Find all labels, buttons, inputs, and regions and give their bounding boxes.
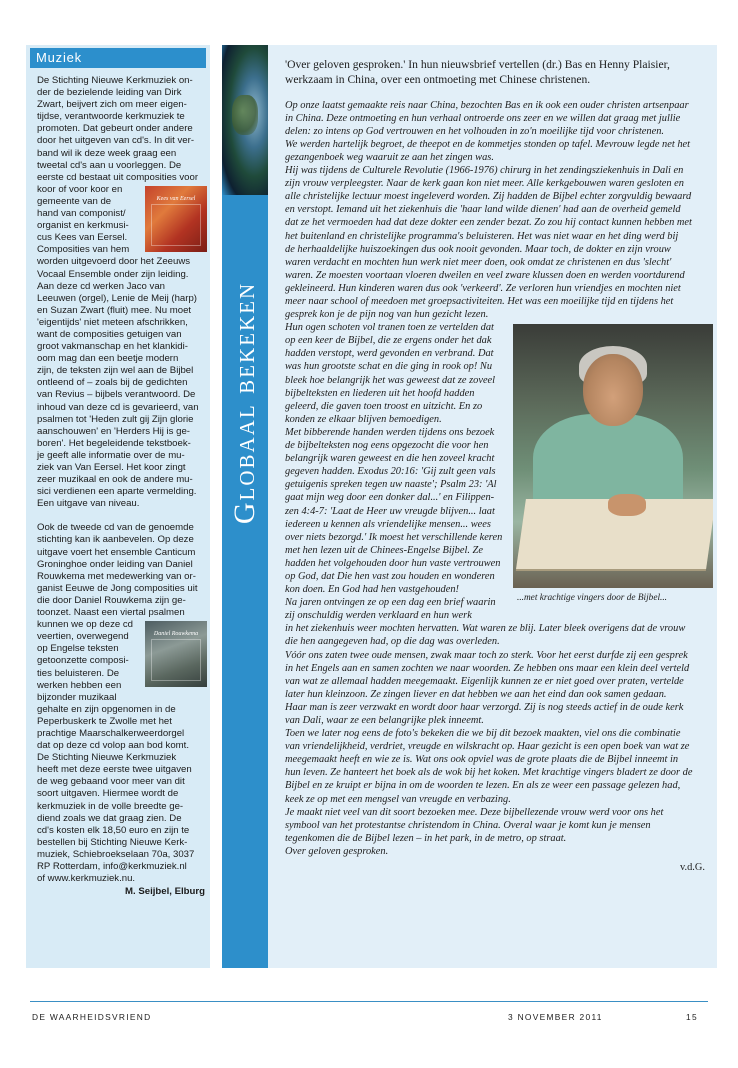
text-line: Over geloven gesproken. xyxy=(285,845,389,857)
text-line: heeft met deze eerste twee uitgaven xyxy=(37,764,192,776)
text-line: promoten. Dat gebeurt onder andere xyxy=(37,123,193,135)
text-line: meegemaakt heeft en wie ze is. Wat ons ook opviel was de grote plaats die de Bijbel inneemt in xyxy=(285,754,679,766)
text-line: gezangenboek weg waaruit ze aan het zingen was. xyxy=(285,151,494,163)
text-line: belangrijk waren geweest en die hen zoveel kracht xyxy=(285,453,495,465)
text-line: ziek van Van Eersel. Het koor zingt xyxy=(37,462,186,473)
text-line: en Suzan Zwart (fluit) mee. Nu moet xyxy=(37,304,192,316)
text-line: 'eigentijds' niet meteen afschrikken, xyxy=(37,316,188,328)
muziek-paragraph-1 xyxy=(37,75,205,510)
text-line: Peperbuskerk te Zwolle met het xyxy=(37,715,172,727)
text-line: op Engelse teksten xyxy=(37,643,119,655)
text-line: door het uitgeven van cd's. In dit ver- xyxy=(37,135,195,147)
photo-block xyxy=(513,324,713,606)
text-line: ties beluisteren. De xyxy=(37,667,120,679)
text-line: getuigenis spreken tegen uw naaste'; Psalm 23: 'Al xyxy=(285,479,497,491)
text-line: alle christelijke lectuur moest ingeleverd worden. Zij hadden de Bijbel echter zorgvuldig bewaard xyxy=(285,191,692,203)
text-line: op een keer de Bijbel, die ze ergens onder het dak xyxy=(285,335,492,347)
text-line: van Dali, waar ze een belangrijke plek inneemt. xyxy=(285,715,484,726)
text-line: Hun ogen schoten vol tranen toen ze vertelden dat xyxy=(285,322,494,334)
text-line: sici verdienen een aparte vermelding. xyxy=(37,486,197,498)
text-line: gaat mijn weg door een donker dal...' en Filippen- xyxy=(285,492,495,504)
footer-publication: DE WAARHEIDSVRIEND xyxy=(32,1012,152,1022)
text-line: konden ze elkaar blijven bemoedigen. xyxy=(285,413,442,425)
cd-label: Daniel Rouwkema xyxy=(153,631,199,638)
text-line: tweetal cd's aan u voorleggen. De xyxy=(37,159,182,171)
text-line: stichting kan ik aanbevelen. Op deze xyxy=(37,534,194,546)
globe-image xyxy=(222,45,268,195)
text-line: kerkmuziek in de volle breedte ge- xyxy=(37,800,184,812)
text-line: over niets bezorgd.' Ik moest het verschillende keren xyxy=(285,531,503,543)
text-line: Ook de tweede cd van de genoemde xyxy=(37,522,194,534)
text-line: bleek hoe belangrijk het was geweest dat ze zoveel xyxy=(285,374,496,386)
text-line: inhoud van deze cd is gevarieerd, van xyxy=(37,401,199,413)
text-line: We werden hartelijk begroet, de theepot en de kommetjes stonden op tafel. Mevrouw legde net het xyxy=(285,138,691,150)
text-line: hadden verstopt, werd gevonden en verbrand. Dat xyxy=(285,348,494,360)
text-line: Rouwkema met medewerking van or- xyxy=(37,570,196,582)
text-line: delen: zo intens op God vertrouwen en het volhouden in zo'n moeilijke tijd voor christenen. xyxy=(285,125,664,137)
text-line: Hij was tijdens de Culturele Revolutie (1966-1976) chirurg in het zendingsziekenhuis in Dali en xyxy=(285,165,684,177)
text-line: van Revius – bijbels verantwoord. De xyxy=(37,389,196,401)
text-line: geleerd, die gaven toen troost en uitzicht. En zo xyxy=(285,400,483,412)
text-line: Je maakt niet veel van dit soort bezoeken mee. Deze bijbellezende vrouw werd voor ons het xyxy=(285,806,664,818)
text-line: koor of voor koor en xyxy=(37,183,123,195)
text-line: veertien, overwegend xyxy=(37,631,129,643)
text-line: was hun grootste schat en die ging in rook op! Nu xyxy=(285,361,493,373)
text-line: kunnen we op deze cd xyxy=(37,619,134,631)
text-line: Op onze laatst gemaakte reis naar China, bezochten Bas en ik ook een ouder christen artsenpaar xyxy=(285,99,689,111)
text-line: Groninghoe onder leiding van Daniel xyxy=(37,558,193,570)
text-line: uitgave voert het ensemble Canticum xyxy=(37,546,196,558)
text-line: Haar man is zeer verzwakt en wordt door haar verzorgd. Zij is nog steeds actief in de oude kerk xyxy=(285,701,684,713)
text-line: De Stichting Nieuwe Kerkmuziek xyxy=(37,752,177,764)
text-line: Aan deze cd werken Jaco van xyxy=(37,280,165,292)
text-line: toonzet. Naast een viertal psalmen xyxy=(37,607,185,619)
text-line: de bijbelteksten nog eens opgezocht die voor hen xyxy=(285,440,489,452)
text-line: gegeven hadden. Exodus 20:16: 'Gij zult geen vals xyxy=(285,466,496,478)
text-line: keek ze op met een mengsel van vreugde en verbazing. xyxy=(285,793,511,805)
muziek-paragraph-2 xyxy=(37,522,205,885)
article-intro xyxy=(285,58,705,88)
text-line: in China. Deze ontmoeting en hun verhaal ontroerde ons zeer en we willen dat graag met jullie xyxy=(285,112,681,124)
text-line: Composities van hem xyxy=(37,244,130,256)
text-line: van vriendelijkheid, verdriet, vreugde en wilskracht op. Haar gezicht is een open boek van wat ze xyxy=(285,741,690,753)
text-line: gemeente van de xyxy=(37,195,112,207)
text-line: het buitenland en christelijke programma's beluisteren. Het was niet waar en het ding werd bij xyxy=(285,230,679,242)
text-line: gekleineerd. Hun kinderen waren dus ook 'verkeerd'. Ze verloren hun vriendjes en mochten niet xyxy=(285,282,681,294)
cd-cover-daniel-rouwkema xyxy=(145,621,207,687)
text-line: eerste cd bestaat uit composities voor xyxy=(37,171,199,183)
text-line: van wat ze allemaal hadden meegemaakt. Eigenlijk kunnen ze er niet goed over praten, vertelde xyxy=(285,675,684,687)
muziek-signature: M. Seijbel, Elburg xyxy=(125,886,205,898)
text-line: der de bezielende leiding van Dirk xyxy=(37,87,182,99)
text-line: soort uitgaven. Hiermee wordt de xyxy=(37,788,179,800)
text-line: met hen lezen uit de Chinees-Engelse Bijbel. Ze xyxy=(285,544,483,556)
text-line: Met bibberende handen werden tijdens ons bezoek xyxy=(285,426,495,438)
text-line: bestellen bij Stichting Nieuwe Kerk- xyxy=(37,836,188,848)
section-title: Globaal bekeken xyxy=(228,281,261,525)
text-line: prachtige Maarschalkerweerdorgel xyxy=(37,727,185,739)
text-line: Bijbel en ze kruipt er bijna in om de woorden te lezen. En als ze weer een passage gelezen had, xyxy=(285,780,681,792)
section-band xyxy=(222,45,268,968)
muziek-body xyxy=(37,75,205,898)
text-line: cus Kees van Eersel. xyxy=(37,232,128,244)
text-line: zen 4:4-7: 'Laat de Heer uw vreugde blijven... laat xyxy=(285,505,495,517)
footer-date: 3 NOVEMBER 2011 xyxy=(508,1012,603,1022)
text-line: waren verdacht en mochten hun werk niet meer doen, ook omdat ze christenen en dus 'slecht' xyxy=(285,256,672,268)
text-line: Na jaren ontvingen ze op een dag een brief waarin zij onschuldig werden verklaard en hun werk xyxy=(285,597,496,622)
text-line: Een uitgave van niveau. xyxy=(37,498,140,510)
text-line: in het Engels aan en samen zochten we naar woorden. Ze hebben ons maar een klein deel verteld xyxy=(285,662,690,674)
text-line: psalmen tot 'Heden zult gij Zijn glorie xyxy=(37,413,194,425)
text-line: De Stichting Nieuwe Kerkmuziek on- xyxy=(37,75,193,86)
text-line: en verstopt. Iemand uit het ziekenhuis die 'haar land wilde dienen' had aan de overheid gemeld xyxy=(285,204,681,216)
text-line: Leeuwen (orgel), Lenie de Meij (harp) xyxy=(37,292,197,304)
text-line: zijn vrouw verpleegster. Naar de kerk gaan kon niet meer. Alle kerkgebouwen waren gesloten en xyxy=(285,178,684,190)
text-line: zijn, de teksten zijn wel aan de Bijbel xyxy=(37,365,194,377)
text-line: tijdse, verantwoorde kerkmuziek te xyxy=(37,111,185,123)
cd-cover-kees-van-eersel xyxy=(145,186,207,252)
article-text-bottom xyxy=(285,570,705,858)
text-line: die door Daniel Rouwkema zijn ge- xyxy=(37,594,186,606)
text-line: meer naar school of meedoen met groepsactiviteiten. Het was een moeilijke tijd en tijdens het xyxy=(285,296,674,307)
text-line: de herhaaldelijke huiszoekingen dus ook nooit gevonden. Maar toch, de dokter en zijn vrouw xyxy=(285,243,671,255)
text-line: ontleend of – zoals bij de gedichten xyxy=(37,377,188,389)
text-line: diend zoals we dat graag zien. De xyxy=(37,812,182,824)
text-line: hand van componist/ xyxy=(37,208,126,220)
text-line: werken hebben een xyxy=(37,679,122,691)
text-line: band wil ik deze week graag een xyxy=(37,147,177,159)
woman-reading-bible-photo xyxy=(513,324,713,588)
text-line: dat ze het vermoeden had dat deze dokter een zender bezat. Zo zou hij contact kunnen hebben met xyxy=(285,217,692,229)
text-line: symbool van het protestantse christendom in China. Overal waar je komt kun je mensen xyxy=(285,819,651,831)
footer-page-number: 15 xyxy=(686,1012,698,1022)
text-line: muziek, Schiebroekselaan 70a, 3037 xyxy=(37,848,195,860)
article-body xyxy=(285,58,705,874)
text-line: waren. Ze moesten voortaan vloeren dweilen en veel zware klussen doen en werden voortdurend xyxy=(285,269,685,281)
article-initials: v.d.G. xyxy=(679,862,705,874)
text-line: groot vakmanschap en het klankidi- xyxy=(37,341,188,353)
text-line: of www.kerkmuziek.nu. xyxy=(37,873,136,885)
text-line: cd's kosten elk 18,50 euro en zijn te xyxy=(37,824,190,836)
text-line: je geeft alle informatie over de mu- xyxy=(37,449,185,461)
text-line: Toen we later nog eens de foto's bekeken die we bij dit bezoek maakten, viel ons die combinatie xyxy=(285,728,681,740)
text-line: de weg gebaand voor meer van dit xyxy=(37,776,185,788)
text-line: worden uitgevoerd door het Zeeuws xyxy=(37,256,191,268)
text-line: die hen aangegeven had, op die dag was overleden. xyxy=(285,636,500,648)
text-line: Zwart, beijvert zich om meer eigen- xyxy=(37,99,187,111)
text-line: oom mag dan een beetje modern xyxy=(37,353,179,365)
text-line: zeer muzikaal en ook de andere mu- xyxy=(37,474,193,486)
muziek-column xyxy=(26,45,210,968)
text-line: organist en kerkmusi- xyxy=(37,220,129,232)
muziek-heading: Muziek xyxy=(30,48,206,68)
article-text-top xyxy=(285,99,705,322)
text-line: dat op deze cd volop aan bod komt. xyxy=(37,740,190,752)
text-line: getoonzette composi- xyxy=(37,655,129,667)
text-line: 'Over geloven gesproken.' In hun nieuwsbrief vertellen (dr.) Bas en Henny Plaisier, xyxy=(285,58,670,71)
text-line: in het ziekenhuis weer mochten hervatten. Wat waren ze blij. Later bleek overigens dat de vrouw xyxy=(285,623,686,635)
text-line: gesprek kon je de pijn nog van hun gezicht lezen. xyxy=(285,309,489,321)
text-line: RP Rotterdam, info@kerkmuziek.nl xyxy=(37,861,187,872)
text-line: op God, dat Die hen vast zou houden en wonderen kon doen. En God had hen vastgehouden! xyxy=(285,570,495,596)
text-line: werkzaam in China, over een ontmoeting met Chinese christenen. xyxy=(285,72,591,86)
text-line: bijzonder muzikaal xyxy=(37,691,117,703)
text-line: hun leven. Ze hanteert het boek als de wok bij het koken. Met krachtige vingers bladert ze door de xyxy=(285,767,693,779)
text-line: Vóór ons zaten twee oude mensen, zwak maar toch zo sterk. Voor het eerst durfde zij een gesprek xyxy=(285,649,688,661)
text-line: iedereen u kennen als vriendelijke mensen... wees xyxy=(285,518,491,530)
footer-rule xyxy=(30,1001,708,1002)
cd-label: Kees van Eersel xyxy=(156,195,196,202)
text-line: ganist Eeuwe de Jong composities uit xyxy=(37,582,198,594)
text-line: boren'. Het begeleidende tekstboek- xyxy=(37,437,191,449)
photo-caption: ...met krachtige vingers door de Bijbel... xyxy=(517,593,668,604)
text-line: gehalte en zijn opgenomen in de xyxy=(37,703,176,715)
text-line: Vocaal Ensemble onder zijn leiding. xyxy=(37,268,189,280)
text-line: want de composities getuigen van xyxy=(37,328,182,340)
text-line: hadden het volgehouden door hun vaste vertrouwen xyxy=(285,557,501,569)
text-line: tegenkomen die de Bijbel lezen – in het park, in de metro, op straat. xyxy=(285,832,567,844)
text-line: later hun kleinzoon. Ze zingen liever en dat hebben we aan het eind dan ook samen gedaan. xyxy=(285,688,667,700)
text-line: aanschouwen' en 'Herders Hij is ge- xyxy=(37,425,190,437)
text-line: bijbelteksten en liederen uit het hoofd hadden xyxy=(285,387,475,399)
